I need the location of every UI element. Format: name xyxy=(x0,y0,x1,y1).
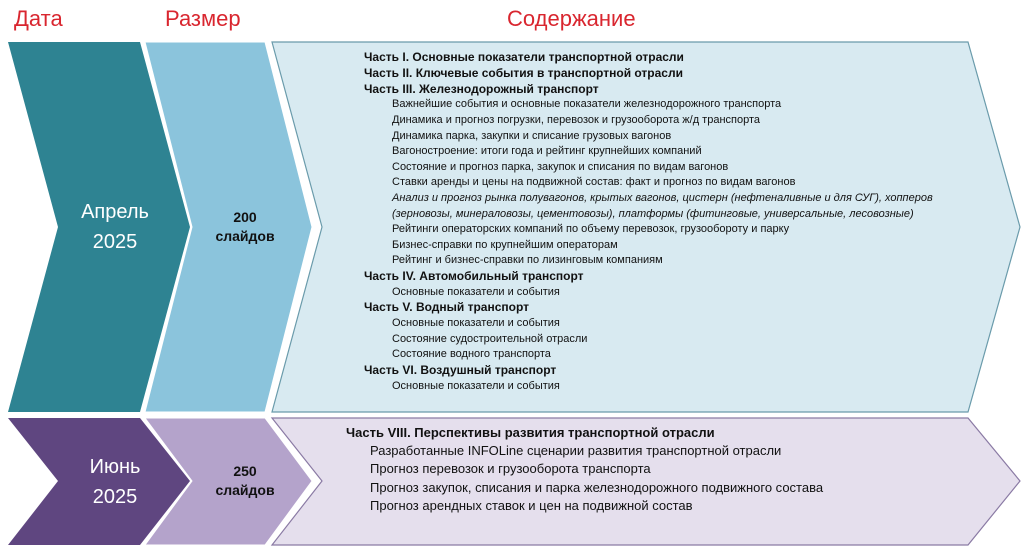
content-part-heading: Часть VI. Воздушный транспорт xyxy=(364,362,557,377)
content-sub-item: Бизнес-справки по крупнейшим операторам xyxy=(392,238,618,251)
apr-date-label: Апрель 2025 xyxy=(81,201,149,253)
content-sub-item: Прогноз перевозок и грузооборота транспорта xyxy=(370,461,651,477)
header-size: Размер xyxy=(165,6,241,31)
jun-size-label: 250 слайдов xyxy=(215,463,275,498)
content-sub-item: Состояние водного транспорта xyxy=(392,348,551,361)
content-sub-item: Анализ и прогноз рынка полувагонов, крытых вагонов, цистерн (нефтеналивные и для СУГ), хопперов xyxy=(392,191,933,204)
content-sub-item: Рейтинги операторских компаний по объему перевозок, грузообороту и парку xyxy=(392,223,790,236)
content-part-heading: Часть V. Водный транспорт xyxy=(364,300,530,315)
header-date: Дата xyxy=(14,6,63,31)
apr-content-list xyxy=(364,50,964,394)
content-sub-item: Прогноз закупок, списания и парка железнодорожного подвижного состава xyxy=(370,479,824,495)
content-sub-item: Ставки аренды и цены на подвижной состав: факт и прогноз по видам вагонов xyxy=(392,176,796,189)
header-content: Содержание xyxy=(507,6,636,31)
content-part-heading: Часть I. Основные показатели транспортной отрасли xyxy=(364,50,684,64)
content-sub-item: Вагоностроение: итоги года и рейтинг крупнейших компаний xyxy=(392,145,702,158)
jun-date-label: Июнь 2025 xyxy=(89,456,141,508)
content-sub-item: Состояние и прогноз парка, закупок и списания по видам вагонов xyxy=(392,160,729,173)
content-sub-item: Основные показатели и события xyxy=(392,285,560,298)
content-part-heading: Часть III. Железнодорожный транспорт xyxy=(364,81,599,96)
content-sub-item: Основные показатели и события xyxy=(392,317,560,330)
content-sub-item: Состояние судостроительной отрасли xyxy=(392,332,588,345)
content-sub-item: (зерновозы, минераловозы, цементовозы), платформы (фитинговые, универсальные, лесовозные) xyxy=(392,207,914,220)
content-part-heading: Часть IV. Автомобильный транспорт xyxy=(364,268,584,283)
content-sub-item: Рейтинг и бизнес-справки по лизинговым компаниям xyxy=(392,254,663,267)
content-part-heading: Часть VIII. Перспективы развития транспортной отрасли xyxy=(346,425,715,440)
jun-content-list xyxy=(346,424,966,515)
content-sub-item: Важнейшие события и основные показатели железнодорожного транспорта xyxy=(392,98,782,111)
content-sub-item: Динамика парка, закупки и списание грузовых вагонов xyxy=(392,129,672,142)
content-sub-item: Прогноз арендных ставок и цен на подвижной состав xyxy=(370,497,693,513)
content-sub-item: Основные показатели и события xyxy=(392,379,560,392)
apr-size-label: 200 слайдов xyxy=(215,209,275,244)
content-sub-item: Динамика и прогноз погрузки, перевозок и грузооборота ж/д транспорта xyxy=(392,113,761,126)
content-part-heading: Часть II. Ключевые события в транспортной отрасли xyxy=(364,65,683,80)
content-sub-item: Разработанные INFOLine сценарии развития транспортной отрасли xyxy=(370,443,782,459)
